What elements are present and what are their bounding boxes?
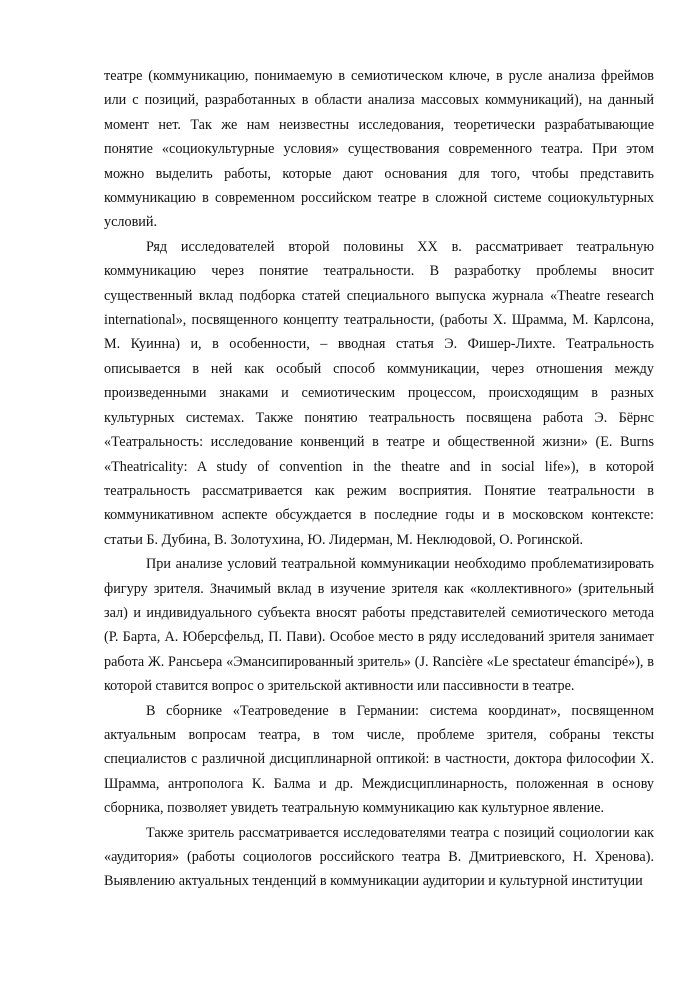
paragraph: театре (коммуникацию, понимаемую в семиотическом ключе, в русле анализа фреймов или с позиций, разработанных в области анализа массовых коммуникаций), на данный момент нет. Так же нам неизвестны исследования, теоретически разрабатывающие понятие «социокультурные условия» существования современного театра. При этом можно выделить работы, которые дают основания для того, чтобы представить коммуникацию в современном российском театре в сложной системе социокультурных условий. <box>104 68 654 231</box>
paragraph: Ряд исследователей второй половины XX в. рассматривает театральную коммуникацию через понятие театральности. В разработку проблемы вносит существенный вклад подборка статей специального выпуска журнала «Theatre research international», посвященного концепту театральности, (работы Х. Шрамма, М. Карлсона, М. Куинна) и, в особенности, – вводная статья Э. Фишер-Лихте. Театральность описывается в ней как особый способ коммуникации, через отношения между произведенными знаками и семиотическим процессом, происходящим в разных культурных системах. Также понятию театральность посвящена работа Э. Бёрнс «Театральность: исследование конвенций в театре и общественной жизни» (E. Burns «Theatricality: A study of convention in the theatre and in social life»), в которой театральность рассматривается как режим восприятия. Понятие театральности в коммуникативном аспекте обсуждается в последние годы и в московском контексте: статьи Б. Дубина, В. Золотухина, Ю. Лидерман, М. Неклюдовой, О. Рогинской. <box>104 238 654 548</box>
body-text <box>104 64 654 894</box>
paragraph: Также зритель рассматривается исследователями театра с позиций социологии как «аудитория» (работы социологов российского театра В. Дмитриевского, Н. Хренова). Выявлению актуальных тенденций в коммуникации аудитории и культурной институции <box>104 824 654 890</box>
paragraph: В сборнике «Театроведение в Германии: система координат», посвященном актуальным вопросам театра, в том числе, проблеме зрителя, собраны тексты специалистов с различной дисциплинарной оптикой: в частности, доктора философии Х. Шрамма, антрополога К. Балма и др. Междисциплинарность, положенная в основу сборника, позволяет увидеть театральную коммуникацию как культурное явление. <box>104 702 654 817</box>
paragraph: При анализе условий театральной коммуникации необходимо проблематизировать фигуру зрителя. Значимый вклад в изучение зрителя как «коллективного» (зрительный зал) и индивидуального субъекта вносят работы представителей семиотического метода (Р. Барта, А. Юберсфельд, П. Пави). Особое место в ряду исследований зрителя занимает работа Ж. Рансьера «Эмансипированный зритель» (J. Rancière «Le spectateur émancipé»), в которой ставится вопрос о зрительской активности или пассивности в театре. <box>104 556 654 695</box>
